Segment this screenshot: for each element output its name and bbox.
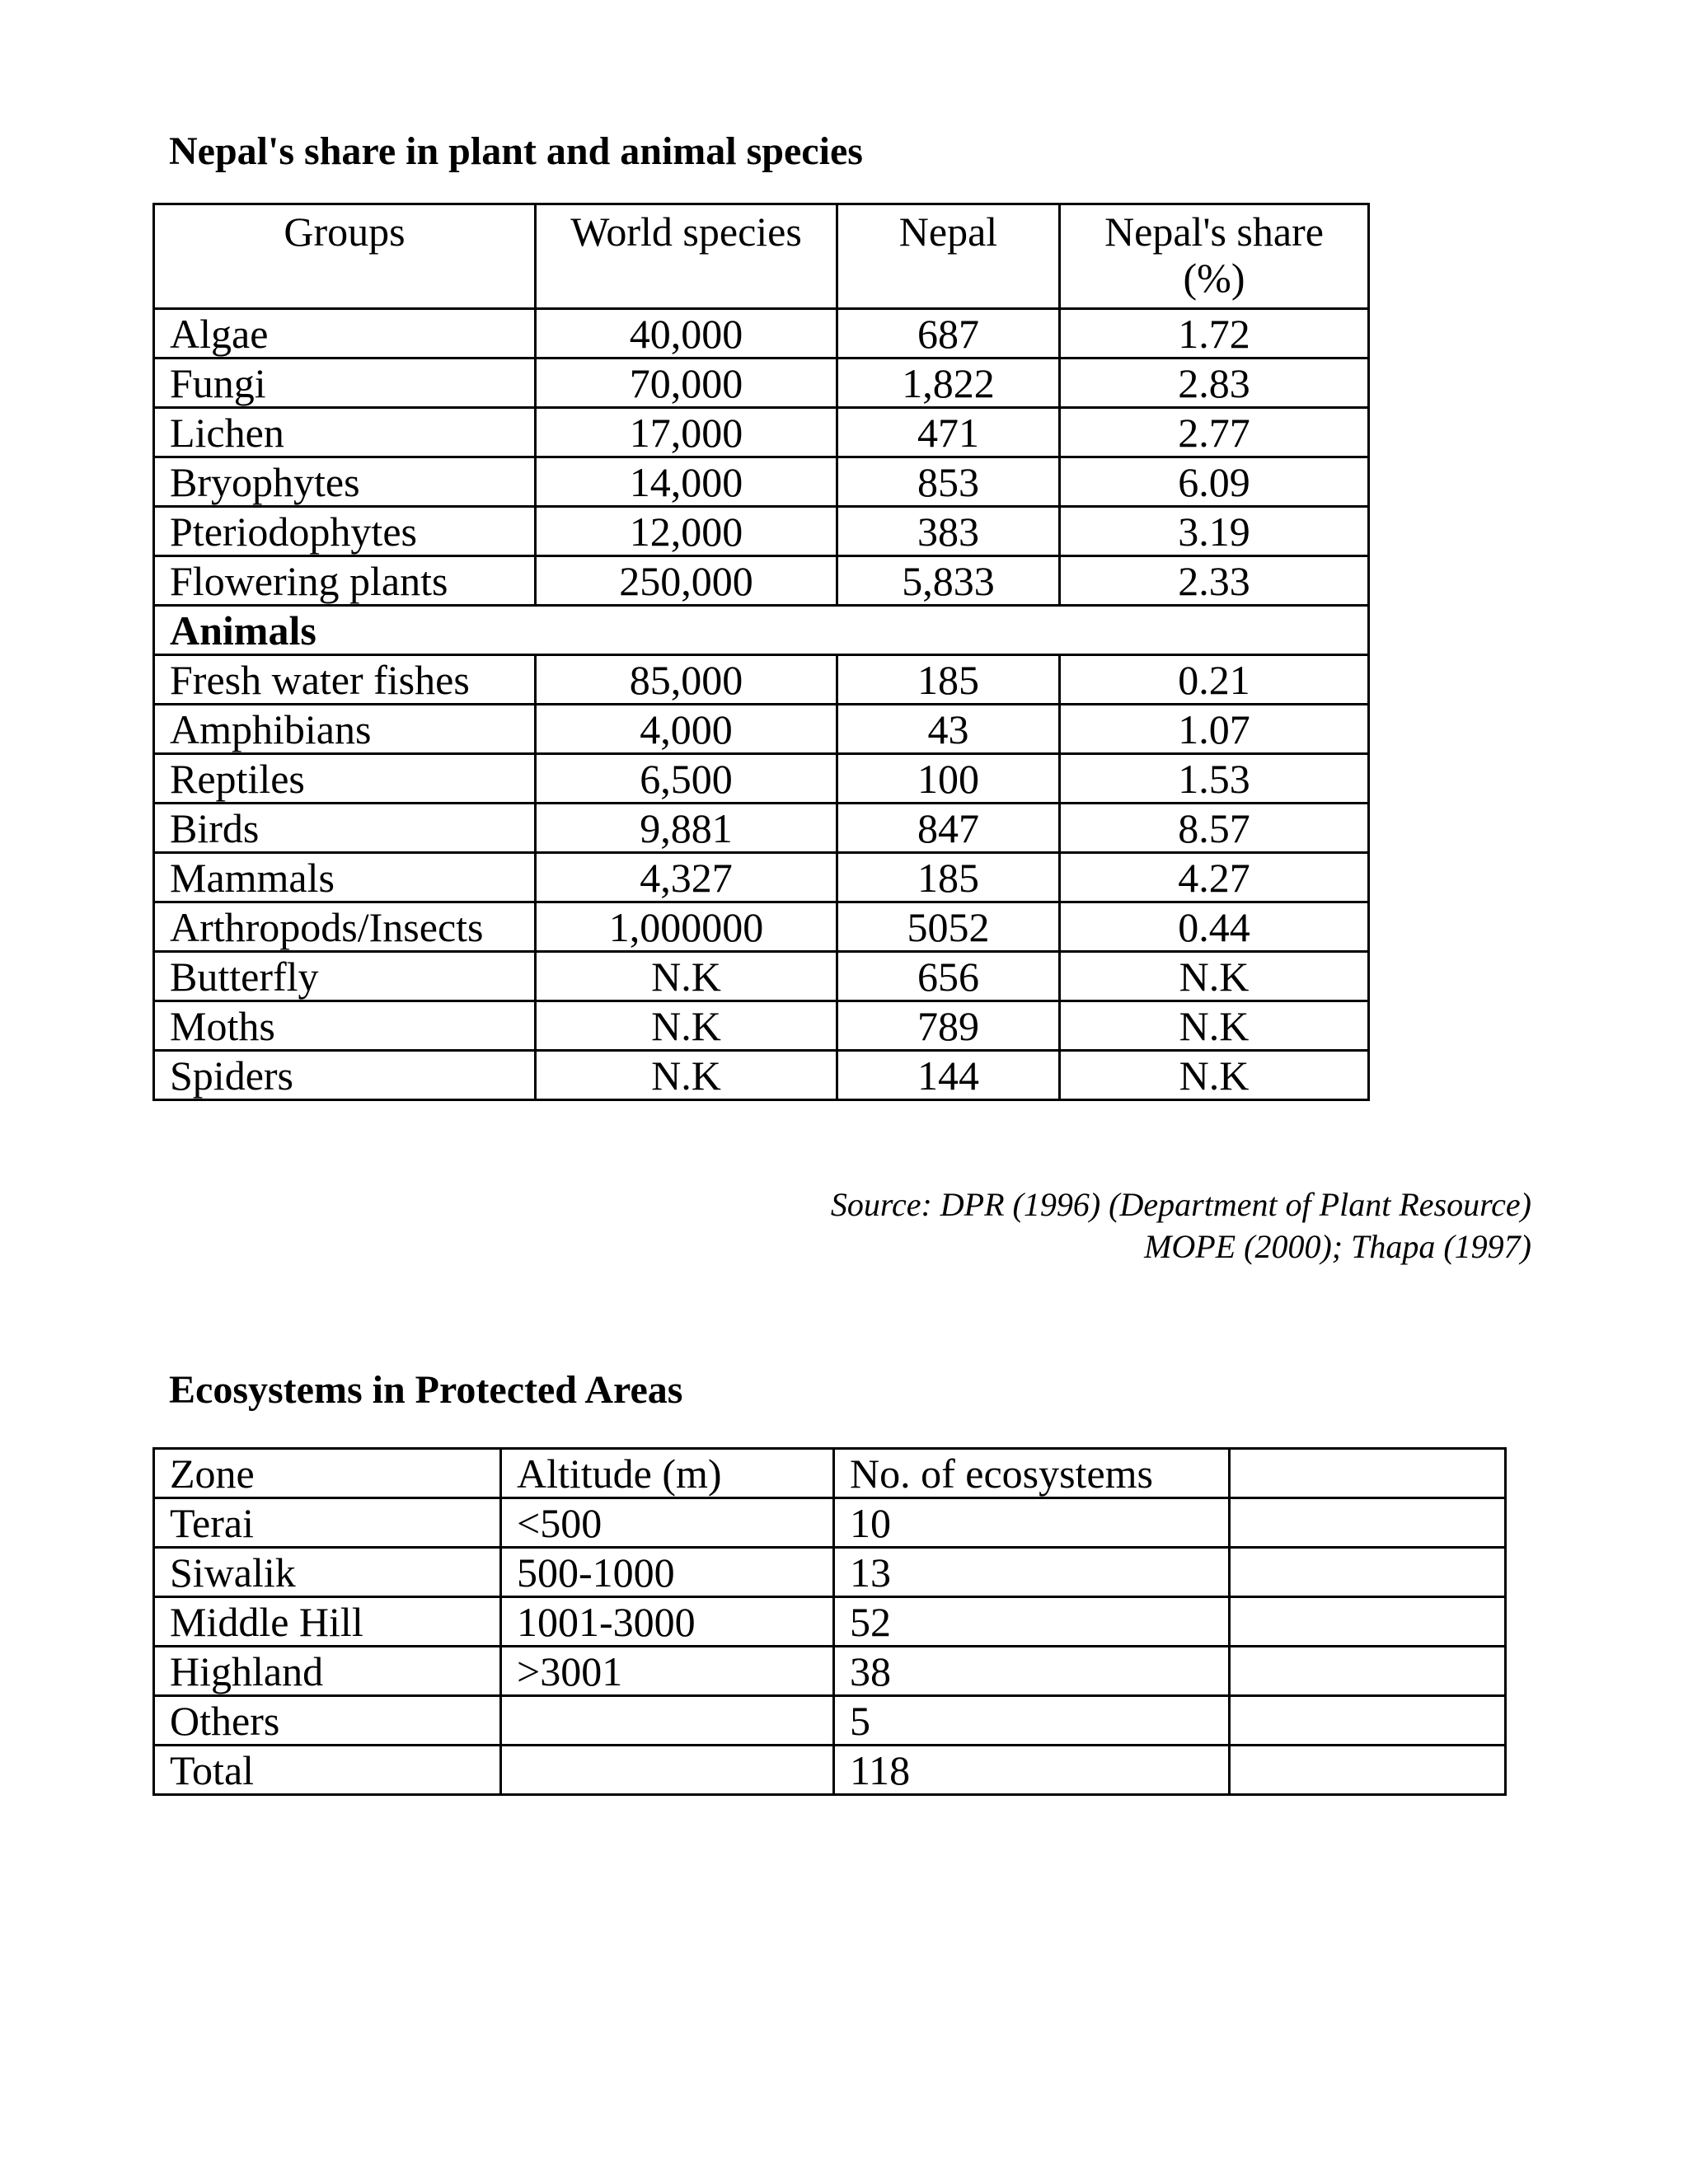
- cell-zone: Terai: [154, 1498, 501, 1548]
- cell-nepal: 471: [837, 408, 1060, 457]
- cell-world-species: 4,000: [536, 705, 837, 754]
- cell-nepal: 5052: [837, 902, 1060, 952]
- cell-altitude: 500-1000: [501, 1548, 834, 1597]
- cell-share: 3.19: [1060, 507, 1369, 556]
- cell-nepal: 853: [837, 457, 1060, 507]
- cell-group: Fungi: [154, 359, 536, 408]
- cell-world-species: 17,000: [536, 408, 837, 457]
- cell-nepal: 144: [837, 1051, 1060, 1100]
- cell-nepal: 847: [837, 804, 1060, 853]
- cell-share: N.K: [1060, 1051, 1369, 1100]
- cell-share: 6.09: [1060, 457, 1369, 507]
- cell-share: N.K: [1060, 1001, 1369, 1051]
- cell-share: 0.21: [1060, 655, 1369, 705]
- table-row: [154, 1696, 1506, 1746]
- cell-zone: Total: [154, 1746, 501, 1795]
- cell-nepal: 43: [837, 705, 1060, 754]
- ecosystems-table: [152, 1447, 1507, 1796]
- cell-group: Arthropods/Insects: [154, 902, 536, 952]
- cell-blank: [1230, 1498, 1506, 1548]
- cell-ecosystem-count: 10: [834, 1498, 1230, 1548]
- header-nepal-share: Nepal's share (%): [1060, 204, 1369, 309]
- table-row: [154, 754, 1369, 804]
- cell-zone: Highland: [154, 1647, 501, 1696]
- header-world-species: World species: [536, 204, 837, 309]
- cell-altitude: 1001-3000: [501, 1597, 834, 1647]
- source-line-1: Source: DPR (1996) (Department of Plant Resource): [830, 1186, 1531, 1223]
- cell-blank: [1230, 1548, 1506, 1597]
- cell-share: 1.72: [1060, 309, 1369, 359]
- cell-group: Reptiles: [154, 754, 536, 804]
- cell-share: N.K: [1060, 952, 1369, 1001]
- table-row: [154, 408, 1369, 457]
- cell-world-species: 9,881: [536, 804, 837, 853]
- table-row: [154, 1746, 1506, 1795]
- cell-world-species: N.K: [536, 1051, 837, 1100]
- cell-world-species: 6,500: [536, 754, 837, 804]
- table-row: [154, 952, 1369, 1001]
- cell-world-species: 12,000: [536, 507, 837, 556]
- cell-altitude: [501, 1746, 834, 1795]
- header-altitude: Altitude (m): [501, 1449, 834, 1498]
- cell-altitude: <500: [501, 1498, 834, 1548]
- cell-group: Fresh water fishes: [154, 655, 536, 705]
- table-row: [154, 804, 1369, 853]
- species-body: [154, 309, 1369, 1100]
- cell-world-species: 70,000: [536, 359, 837, 408]
- cell-group: Flowering plants: [154, 556, 536, 606]
- cell-world-species: 85,000: [536, 655, 837, 705]
- cell-nepal: 100: [837, 754, 1060, 804]
- cell-blank: [1230, 1647, 1506, 1696]
- species-header-row: [154, 204, 1369, 309]
- cell-nepal: 5,833: [837, 556, 1060, 606]
- cell-group: Pteriodophytes: [154, 507, 536, 556]
- table-row: [154, 1597, 1506, 1647]
- species-table-title: Nepal's share in plant and animal species: [169, 129, 863, 173]
- table-row: [154, 705, 1369, 754]
- cell-ecosystem-count: 38: [834, 1647, 1230, 1696]
- cell-zone: Others: [154, 1696, 501, 1746]
- cell-zone: Siwalik: [154, 1548, 501, 1597]
- table-row: [154, 457, 1369, 507]
- header-groups: Groups: [154, 204, 536, 309]
- table-row: [154, 309, 1369, 359]
- table-row: [154, 902, 1369, 952]
- cell-group: Moths: [154, 1001, 536, 1051]
- cell-share: 8.57: [1060, 804, 1369, 853]
- cell-share: 1.07: [1060, 705, 1369, 754]
- table-row: [154, 507, 1369, 556]
- cell-group: Butterfly: [154, 952, 536, 1001]
- cell-world-species: 1,000000: [536, 902, 837, 952]
- table-row: [154, 853, 1369, 902]
- table-row: [154, 1498, 1506, 1548]
- cell-world-species: 250,000: [536, 556, 837, 606]
- cell-altitude: >3001: [501, 1647, 834, 1696]
- cell-world-species: N.K: [536, 952, 837, 1001]
- cell-blank: [1230, 1746, 1506, 1795]
- cell-world-species: 40,000: [536, 309, 837, 359]
- cell-group: Bryophytes: [154, 457, 536, 507]
- section-row-animals: [154, 606, 1369, 655]
- ecosystems-body: [154, 1449, 1506, 1795]
- table-row: [154, 1001, 1369, 1051]
- cell-nepal: 789: [837, 1001, 1060, 1051]
- cell-nepal: 185: [837, 853, 1060, 902]
- cell-world-species: 14,000: [536, 457, 837, 507]
- table-row: [154, 1647, 1506, 1696]
- table-row: [154, 1548, 1506, 1597]
- table-row: [154, 1051, 1369, 1100]
- table-row: [154, 655, 1369, 705]
- cell-nepal: 1,822: [837, 359, 1060, 408]
- cell-world-species: N.K: [536, 1001, 837, 1051]
- ecosystems-header-row: [154, 1449, 1506, 1498]
- cell-nepal: 687: [837, 309, 1060, 359]
- ecosystems-table-title: Ecosystems in Protected Areas: [169, 1368, 683, 1412]
- cell-share: 2.33: [1060, 556, 1369, 606]
- cell-ecosystem-count: 13: [834, 1548, 1230, 1597]
- cell-blank: [1230, 1597, 1506, 1647]
- cell-nepal: 656: [837, 952, 1060, 1001]
- cell-share: 4.27: [1060, 853, 1369, 902]
- cell-group: Amphibians: [154, 705, 536, 754]
- cell-altitude: [501, 1696, 834, 1746]
- cell-group: Algae: [154, 309, 536, 359]
- cell-nepal: 383: [837, 507, 1060, 556]
- header-blank: [1230, 1449, 1506, 1498]
- cell-group: Lichen: [154, 408, 536, 457]
- cell-group: Spiders: [154, 1051, 536, 1100]
- header-nepal: Nepal: [837, 204, 1060, 309]
- section-label-animals: Animals: [154, 606, 1369, 655]
- source-line-2: MOPE (2000); Thapa (1997): [1144, 1228, 1531, 1265]
- cell-ecosystem-count: 5: [834, 1696, 1230, 1746]
- cell-share: 1.53: [1060, 754, 1369, 804]
- cell-zone: Middle Hill: [154, 1597, 501, 1647]
- cell-group: Birds: [154, 804, 536, 853]
- cell-share: 2.77: [1060, 408, 1369, 457]
- cell-ecosystem-count: 118: [834, 1746, 1230, 1795]
- table-row: [154, 556, 1369, 606]
- cell-nepal: 185: [837, 655, 1060, 705]
- cell-share: 2.83: [1060, 359, 1369, 408]
- table-row: [154, 359, 1369, 408]
- cell-blank: [1230, 1696, 1506, 1746]
- header-ecosystem-count: No. of ecosystems: [834, 1449, 1230, 1498]
- source-note: [831, 1183, 1531, 1268]
- cell-group: Mammals: [154, 853, 536, 902]
- header-zone: Zone: [154, 1449, 501, 1498]
- species-table: [152, 203, 1370, 1101]
- cell-world-species: 4,327: [536, 853, 837, 902]
- cell-ecosystem-count: 52: [834, 1597, 1230, 1647]
- cell-share: 0.44: [1060, 902, 1369, 952]
